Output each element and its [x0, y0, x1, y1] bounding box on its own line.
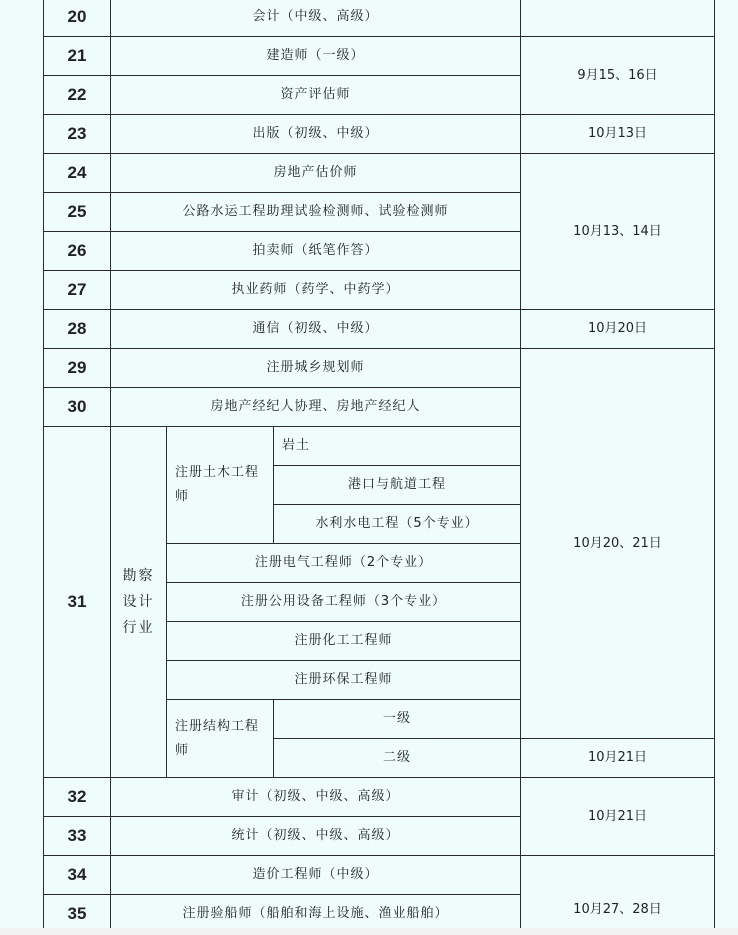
row-number: 20	[44, 0, 111, 37]
exam-name: 注册城乡规划师	[111, 349, 521, 388]
table-row	[44, 856, 715, 895]
specialty-name: 港口与航道工程	[274, 466, 521, 505]
exam-date: 9月15、16日	[521, 37, 715, 115]
table-row	[44, 778, 715, 817]
exam-name: 房地产经纪人协理、房地产经纪人	[111, 388, 521, 427]
industry-category	[111, 427, 167, 778]
specialty-name: 水利水电工程（5个专业）	[274, 505, 521, 544]
row-number: 33	[44, 817, 111, 856]
exam-date: 10月20、21日	[521, 349, 715, 739]
exam-schedule-table	[43, 0, 715, 934]
exam-name: 会计（中级、高级）	[111, 0, 521, 37]
row-number: 28	[44, 310, 111, 349]
specialty-name: 二级	[274, 739, 521, 778]
row-number: 24	[44, 154, 111, 193]
exam-name: 房地产估价师	[111, 154, 521, 193]
row-number: 22	[44, 76, 111, 115]
row-number: 25	[44, 193, 111, 232]
row-number: 35	[44, 895, 111, 934]
table-row	[44, 0, 715, 37]
specialty-name: 岩土	[274, 427, 521, 466]
exam-date: 10月13日	[521, 115, 715, 154]
exam-date: 10月21日	[521, 778, 715, 856]
exam-name: 注册验船师（船舶和海上设施、渔业船舶）	[111, 895, 521, 934]
civil-engineer-text: 注册土木工程师	[175, 465, 260, 504]
exam-name: 执业药师（药学、中药学）	[111, 271, 521, 310]
exam-name: 通信（初级、中级）	[111, 310, 521, 349]
specialty-name: 注册公用设备工程师（3个专业）	[167, 583, 521, 622]
table-row	[44, 154, 715, 193]
exam-date: 10月13、14日	[521, 154, 715, 310]
civil-engineer-label	[167, 427, 274, 544]
specialty-name: 注册电气工程师（2个专业）	[167, 544, 521, 583]
row-number: 34	[44, 856, 111, 895]
exam-name: 建造师（一级）	[111, 37, 521, 76]
exam-date-text: 10月27、28日	[573, 902, 662, 917]
specialty-name: 注册环保工程师	[167, 661, 521, 700]
exam-name: 拍卖师（纸笔作答）	[111, 232, 521, 271]
structural-engineer-label	[167, 700, 274, 778]
exam-name: 资产评估师	[111, 76, 521, 115]
row-number: 30	[44, 388, 111, 427]
exam-name: 公路水运工程助理试验检测师、试验检测师	[111, 193, 521, 232]
row-number: 27	[44, 271, 111, 310]
bottom-strip	[0, 928, 738, 935]
exam-date: 10月21日	[521, 739, 715, 778]
exam-name: 统计（初级、中级、高级）	[111, 817, 521, 856]
industry-category-label: 勘察设计行业	[122, 568, 155, 636]
table-row	[44, 37, 715, 76]
structural-engineer-text: 注册结构工程师	[175, 718, 260, 758]
row-number: 29	[44, 349, 111, 388]
table-row	[44, 115, 715, 154]
table-row	[44, 349, 715, 388]
exam-name: 出版（初级、中级）	[111, 115, 521, 154]
exam-name: 审计（初级、中级、高级）	[111, 778, 521, 817]
row-number: 26	[44, 232, 111, 271]
row-number: 31	[44, 427, 111, 778]
exam-date	[521, 856, 715, 934]
row-number: 21	[44, 37, 111, 76]
row-number: 32	[44, 778, 111, 817]
row-number: 23	[44, 115, 111, 154]
specialty-name: 注册化工工程师	[167, 622, 521, 661]
exam-date	[521, 0, 715, 37]
exam-date: 10月20日	[521, 310, 715, 349]
table-row	[44, 310, 715, 349]
specialty-name: 一级	[274, 700, 521, 739]
exam-name: 造价工程师（中级）	[111, 856, 521, 895]
